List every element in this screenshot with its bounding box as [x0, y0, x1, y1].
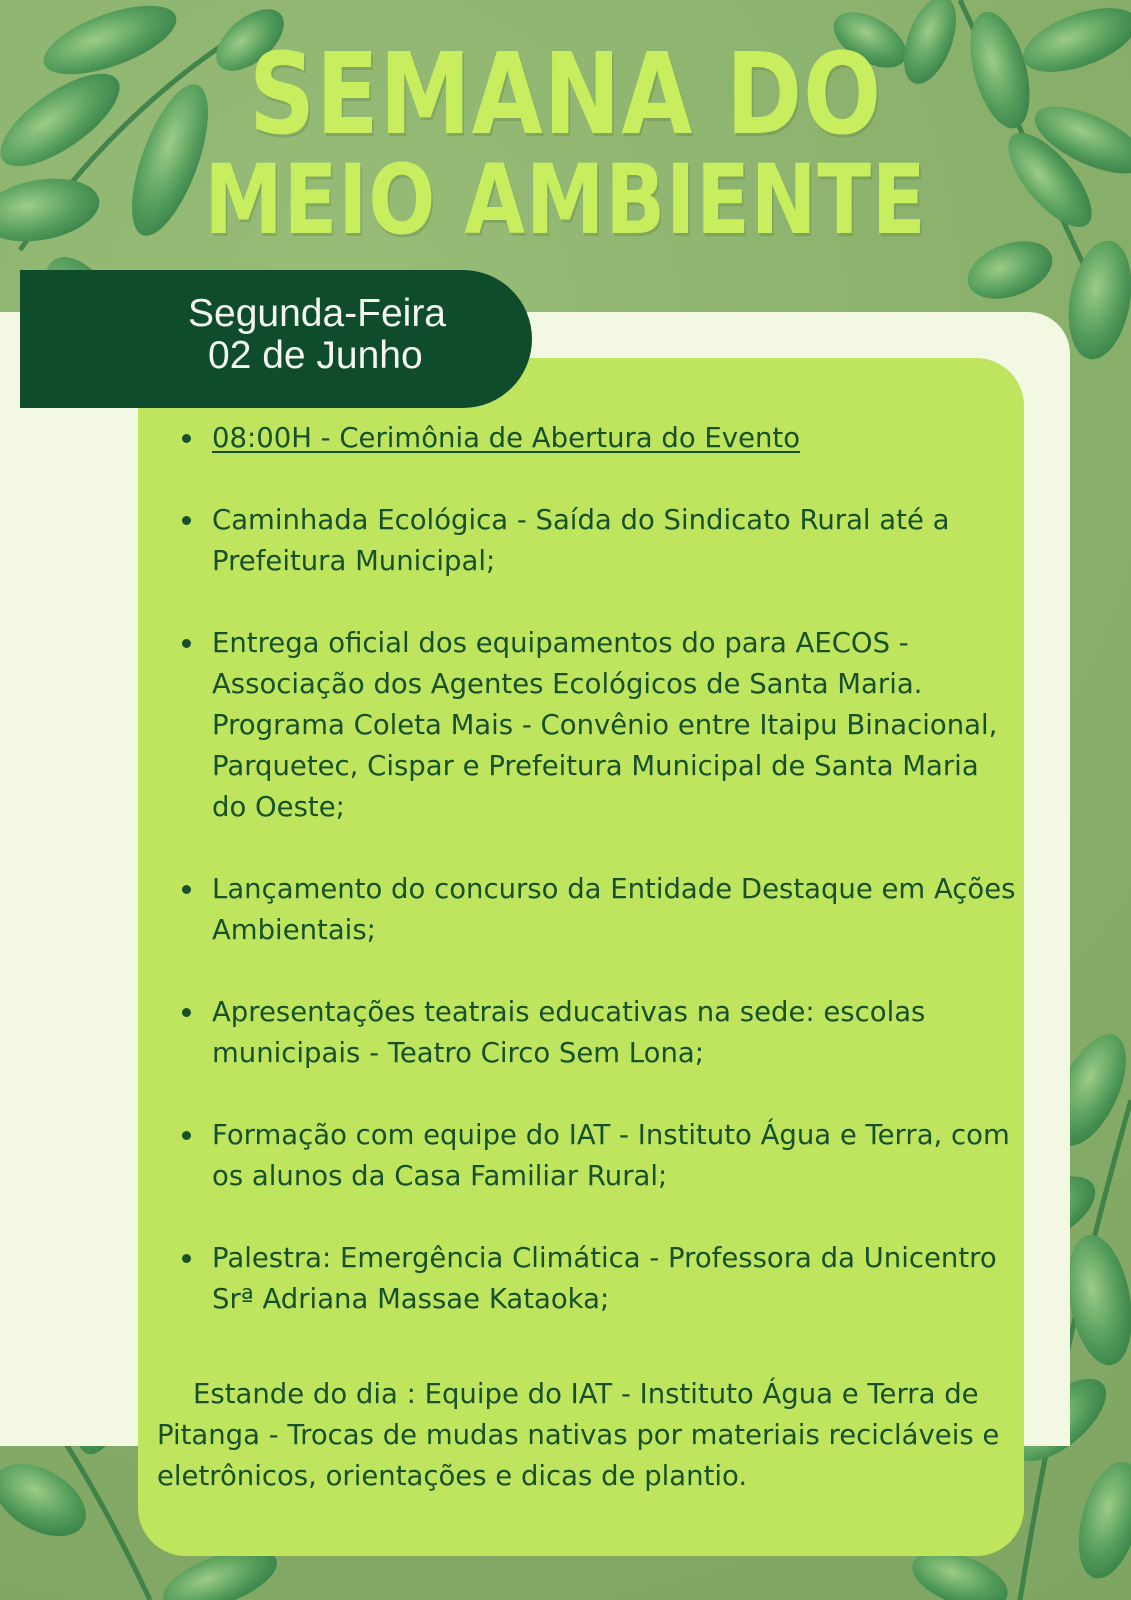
- weekday: Segunda-Feira: [188, 292, 446, 335]
- schedule-item: Entrega oficial dos equipamentos do para AECOS - Associação dos Agentes Ecológicos de Santa Maria. Programa Coleta Mais - Convênio entre Itaipu Binacional, Parquetec, Cispar e Prefeitura Municipal de Santa Maria do Oeste;: [180, 623, 1020, 828]
- bullet-icon: [182, 1131, 191, 1140]
- schedule-item: Palestra: Emergência Climática - Professora da Unicentro Srª Adriana Massae Kataoka;: [180, 1238, 1020, 1320]
- day-label: [188, 293, 446, 377]
- schedule-item: Lançamento do concurso da Entidade Destaque em Ações Ambientais;: [180, 869, 1020, 951]
- date: 02 de Junho: [208, 334, 423, 377]
- schedule-item: Apresentações teatrais educativas na sede: escolas municipais - Teatro Circo Sem Lona;: [180, 992, 1020, 1074]
- bullet-icon: [182, 639, 191, 648]
- bullet-icon: [182, 434, 191, 443]
- bullet-icon: [182, 885, 191, 894]
- page-title: [102, 30, 1029, 256]
- schedule-item: 08:00H - Cerimônia de Abertura do Evento: [180, 418, 1020, 459]
- bullet-icon: [182, 1008, 191, 1017]
- stand-note: Estande do dia : Equipe do IAT - Instituto Água e Terra de Pitanga - Trocas de mudas nativas por materiais recicláveis e eletrônicos, orientações e dicas de plantio.: [157, 1378, 1000, 1492]
- title-line-2: MEIO AMBIENTE: [204, 144, 927, 256]
- bullet-icon: [182, 1254, 191, 1263]
- schedule-item: Caminhada Ecológica - Saída do Sindicato Rural até a Prefeitura Municipal;: [180, 500, 1020, 582]
- title-line-1: SEMANA DO: [249, 30, 882, 160]
- schedule-item: Formação com equipe do IAT - Instituto Água e Terra, com os alunos da Casa Familiar Rural;: [180, 1115, 1020, 1197]
- bullet-icon: [182, 516, 191, 525]
- schedule-list: [180, 418, 1020, 1361]
